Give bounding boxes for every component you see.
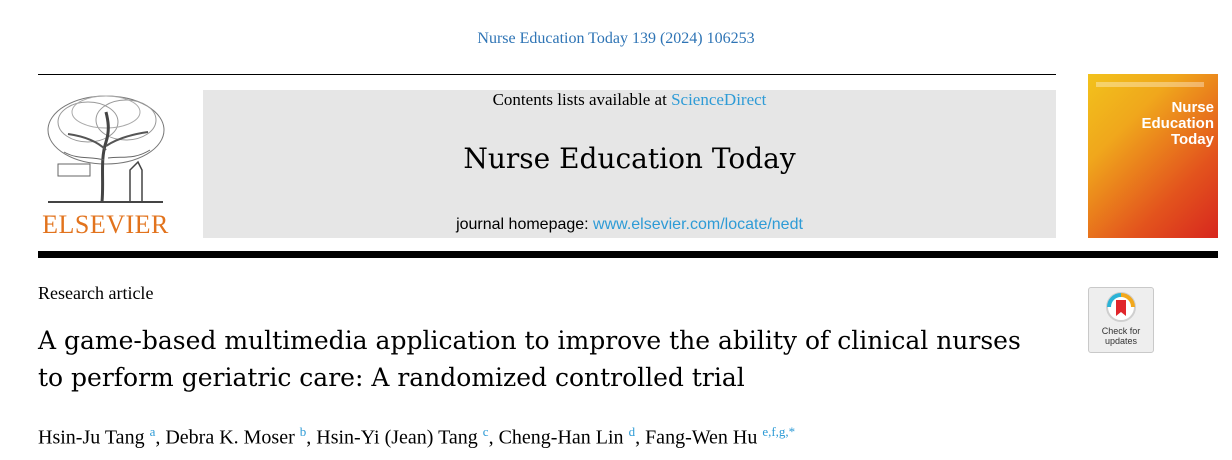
check-label-line: updates <box>1104 336 1138 346</box>
cover-title-line: Education <box>1141 115 1214 132</box>
contents-line <box>203 90 1056 110</box>
affiliation-marker[interactable]: c <box>482 424 489 439</box>
author-name[interactable]: Debra K. Moser <box>165 426 295 449</box>
affiliation-marker[interactable]: b <box>299 424 307 439</box>
author-name[interactable]: Hsin-Yi (Jean) Tang <box>316 426 478 449</box>
elsevier-tree-icon <box>38 90 173 208</box>
cover-title-line: Nurse <box>1171 99 1214 116</box>
article-title: A game-based multimedia application to improve the ability of clinical nurses to perform geriatric care: A randomized controlled trial <box>38 326 1021 392</box>
title-divider <box>38 251 1218 258</box>
cover-title <box>1110 100 1214 148</box>
author-name[interactable]: Cheng-Han Lin <box>498 426 624 449</box>
article-type: Research article <box>38 283 154 303</box>
author-name[interactable]: Hsin-Ju Tang <box>38 426 145 449</box>
contents-prefix: Contents lists available at <box>492 90 672 109</box>
check-for-updates-button[interactable] <box>1088 287 1154 353</box>
affiliation-marker[interactable]: d <box>628 424 636 439</box>
homepage-prefix: journal homepage: <box>456 216 594 233</box>
check-for-updates-label <box>1089 326 1153 346</box>
journal-title: Nurse Education Today <box>463 142 796 175</box>
check-label-line: Check for <box>1101 326 1141 336</box>
author-list: Hsin-Ju Tang $^a$, Debra K. Moser $^b$, Hsin-Yi (Jean) Tang $^c$, Cheng-Han Lin $^d$, Fang-Wen Hu $^{e,f,g,*}$ <box>38 424 796 449</box>
elsevier-logo[interactable] <box>38 90 173 240</box>
homepage-link[interactable]: www.elsevier.com/locate/nedt <box>593 216 803 233</box>
cover-stripe <box>1096 82 1204 87</box>
homepage-line <box>203 216 1056 234</box>
affiliation-marker[interactable]: e,f,g,* <box>762 424 796 439</box>
affiliation-marker[interactable]: a <box>149 424 156 439</box>
bookmark-icon <box>1089 288 1153 328</box>
cover-title-line: Today <box>1170 131 1214 148</box>
journal-cover[interactable] <box>1088 74 1218 238</box>
publisher-wordmark: ELSEVIER <box>42 210 169 239</box>
author-name[interactable]: Fang-Wen Hu <box>645 426 758 449</box>
sciencedirect-link[interactable]: ScienceDirect <box>671 90 767 109</box>
journal-citation[interactable]: Nurse Education Today 139 (2024) 106253 <box>477 30 755 47</box>
header-rule <box>38 74 1056 75</box>
journal-banner <box>203 90 1056 238</box>
